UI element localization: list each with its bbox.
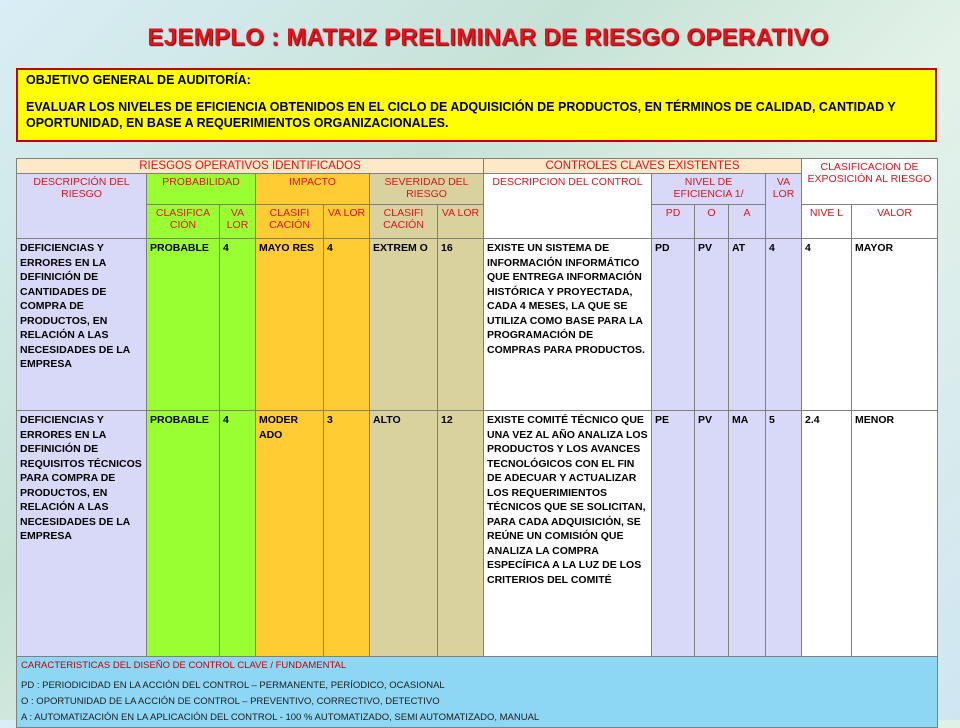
objective-heading: OBJETIVO GENERAL DE AUDITORÍA:	[26, 73, 251, 87]
probability-value: 4	[220, 239, 256, 411]
subheader-severity-class: CLASIFI CACIÓN	[370, 205, 438, 239]
probability-class: PROBABLE	[147, 411, 220, 657]
impact-class: MAYO RES	[256, 239, 324, 411]
header-efficiency-value: VA LOR	[766, 174, 802, 239]
impact-class: MODER ADO	[256, 411, 324, 657]
control-design-legend	[17, 657, 938, 728]
subheader-probability-value: VA LOR	[220, 205, 256, 239]
severity-value: 16	[438, 239, 484, 411]
control-description: EXISTE UN SISTEMA DE INFORMACIÓN INFORMÁTICO QUE ENTREGA INFORMACIÓN HISTÓRICA Y PROYECTADA, CADA 4 MESES, LA QUE SE UTILIZA COMO BASE PARA LA PROGRAMACIÓN DE COMPRAS PARA PRODUCTOS.	[484, 239, 652, 411]
subheader-level: NIVE L	[802, 205, 852, 239]
exposure-level: 4	[802, 239, 852, 411]
group-header-controls: CONTROLES CLAVES EXISTENTES	[484, 159, 802, 174]
severity-value: 12	[438, 411, 484, 657]
control-description: EXISTE COMITÉ TÉCNICO QUE UNA VEZ AL AÑO ANALIZA LOS PRODUCTOS Y LOS AVANCES TECNOLÓGICOS CON EL FIN DE ADECUAR Y ACTUALIZAR LOS REQUERIMIENTOS TÉCNICOS QUE SE SOLICITAN, PARA CADA ADQUISICIÓN, SE REÚNE UN COMISIÓN QUE ANALIZA LA COMPRA ESPECÍFICA A LA LUZ DE LOS CRITERIOS DEL COMITÉ	[484, 411, 652, 657]
legend-heading: CARACTERISTICAS DEL DISEÑO DE CONTROL CLAVE / FUNDAMENTAL	[21, 660, 347, 671]
risk-description: DEFICIENCIAS Y ERRORES EN LA DEFINICIÓN DE CANTIDADES DE COMPRA DE PRODUCTOS, EN RELACIÓN A LAS NECESIDADES DE LA EMPRESA	[17, 239, 147, 411]
automation-value: MA	[729, 411, 766, 657]
subheader-impact-class: CLASIFI CACIÓN	[256, 205, 324, 239]
exposure-level: 2.4	[802, 411, 852, 657]
legend-line-pd: PD : PERIODICIDAD EN LA ACCIÓN DEL CONTROL – PERMANENTE, PERÍODICO, OCASIONAL	[21, 680, 445, 691]
audit-objective-box	[16, 68, 937, 142]
exposure-class: MENOR	[852, 411, 938, 657]
exposure-class: MAYOR	[852, 239, 938, 411]
header-impact: IMPACTO	[256, 174, 370, 205]
table-row	[17, 239, 938, 411]
header-severity: SEVERIDAD DEL RIESGO	[370, 174, 484, 205]
page-title: EJEMPLO : MATRIZ PRELIMINAR DE RIESGO OPERATIVO	[147, 24, 829, 51]
risk-description: DEFICIENCIAS Y ERRORES EN LA DEFINICIÓN DE REQUISITOS TÉCNICOS PARA COMPRA DE PRODUCTOS, EN RELACIÓN A LAS NECESIDADES DE LA EMPRESA	[17, 411, 147, 657]
periodicity-value: PD	[652, 239, 695, 411]
efficiency-value: 5	[766, 411, 802, 657]
subheader-exposure-value: VALOR	[852, 205, 938, 239]
subheader-o: O	[695, 205, 729, 239]
objective-text: EVALUAR LOS NIVELES DE EFICIENCIA OBTENIDOS EN EL CICLO DE ADQUISICIÓN DE PRODUCTOS, EN TÉRMINOS DE CALIDAD, CANTIDAD Y OPORTUNIDAD, EN BASE A REQUERIMIENTOS ORGANIZACIONALES.	[26, 100, 896, 130]
group-header-risks: RIESGOS OPERATIVOS IDENTIFICADOS	[17, 159, 484, 174]
table-row	[17, 411, 938, 657]
severity-class: EXTREM O	[370, 239, 438, 411]
periodicity-value: PE	[652, 411, 695, 657]
header-efficiency-level: NIVEL DE EFICIENCIA 1/	[652, 174, 766, 205]
header-control-description: DESCRIPCION DEL CONTROL	[484, 174, 652, 239]
opportunity-value: PV	[695, 411, 729, 657]
subheader-severity-value: VA LOR	[438, 205, 484, 239]
subheader-a: A	[729, 205, 766, 239]
opportunity-value: PV	[695, 239, 729, 411]
header-risk-description: DESCRIPCIÓN DEL RIESGO	[17, 174, 147, 239]
legend-line-o: O : OPORTUNIDAD DE LA ACCIÓN DE CONTROL – PREVENTIVO, CORRECTIVO, DETECTIVO	[21, 696, 440, 707]
probability-value: 4	[220, 411, 256, 657]
risk-matrix-table	[16, 158, 938, 728]
subheader-probability-class: CLASIFICA CIÓN	[147, 205, 220, 239]
impact-value: 3	[324, 411, 370, 657]
group-header-exposure: CLASIFICACION DE EXPOSICIÓN AL RIESGO	[802, 159, 938, 205]
impact-value: 4	[324, 239, 370, 411]
header-probability: PROBABILIDAD	[147, 174, 256, 205]
automation-value: AT	[729, 239, 766, 411]
legend-line-a: A : AUTOMATIZACIÓN EN LA APLICACIÓN DEL CONTROL - 100 % AUTOMATIZADO, SEMI AUTOMATIZADO, MANUAL	[21, 712, 540, 723]
probability-class: PROBABLE	[147, 239, 220, 411]
subheader-pd: PD	[652, 205, 695, 239]
subheader-impact-value: VA LOR	[324, 205, 370, 239]
severity-class: ALTO	[370, 411, 438, 657]
efficiency-value: 4	[766, 239, 802, 411]
